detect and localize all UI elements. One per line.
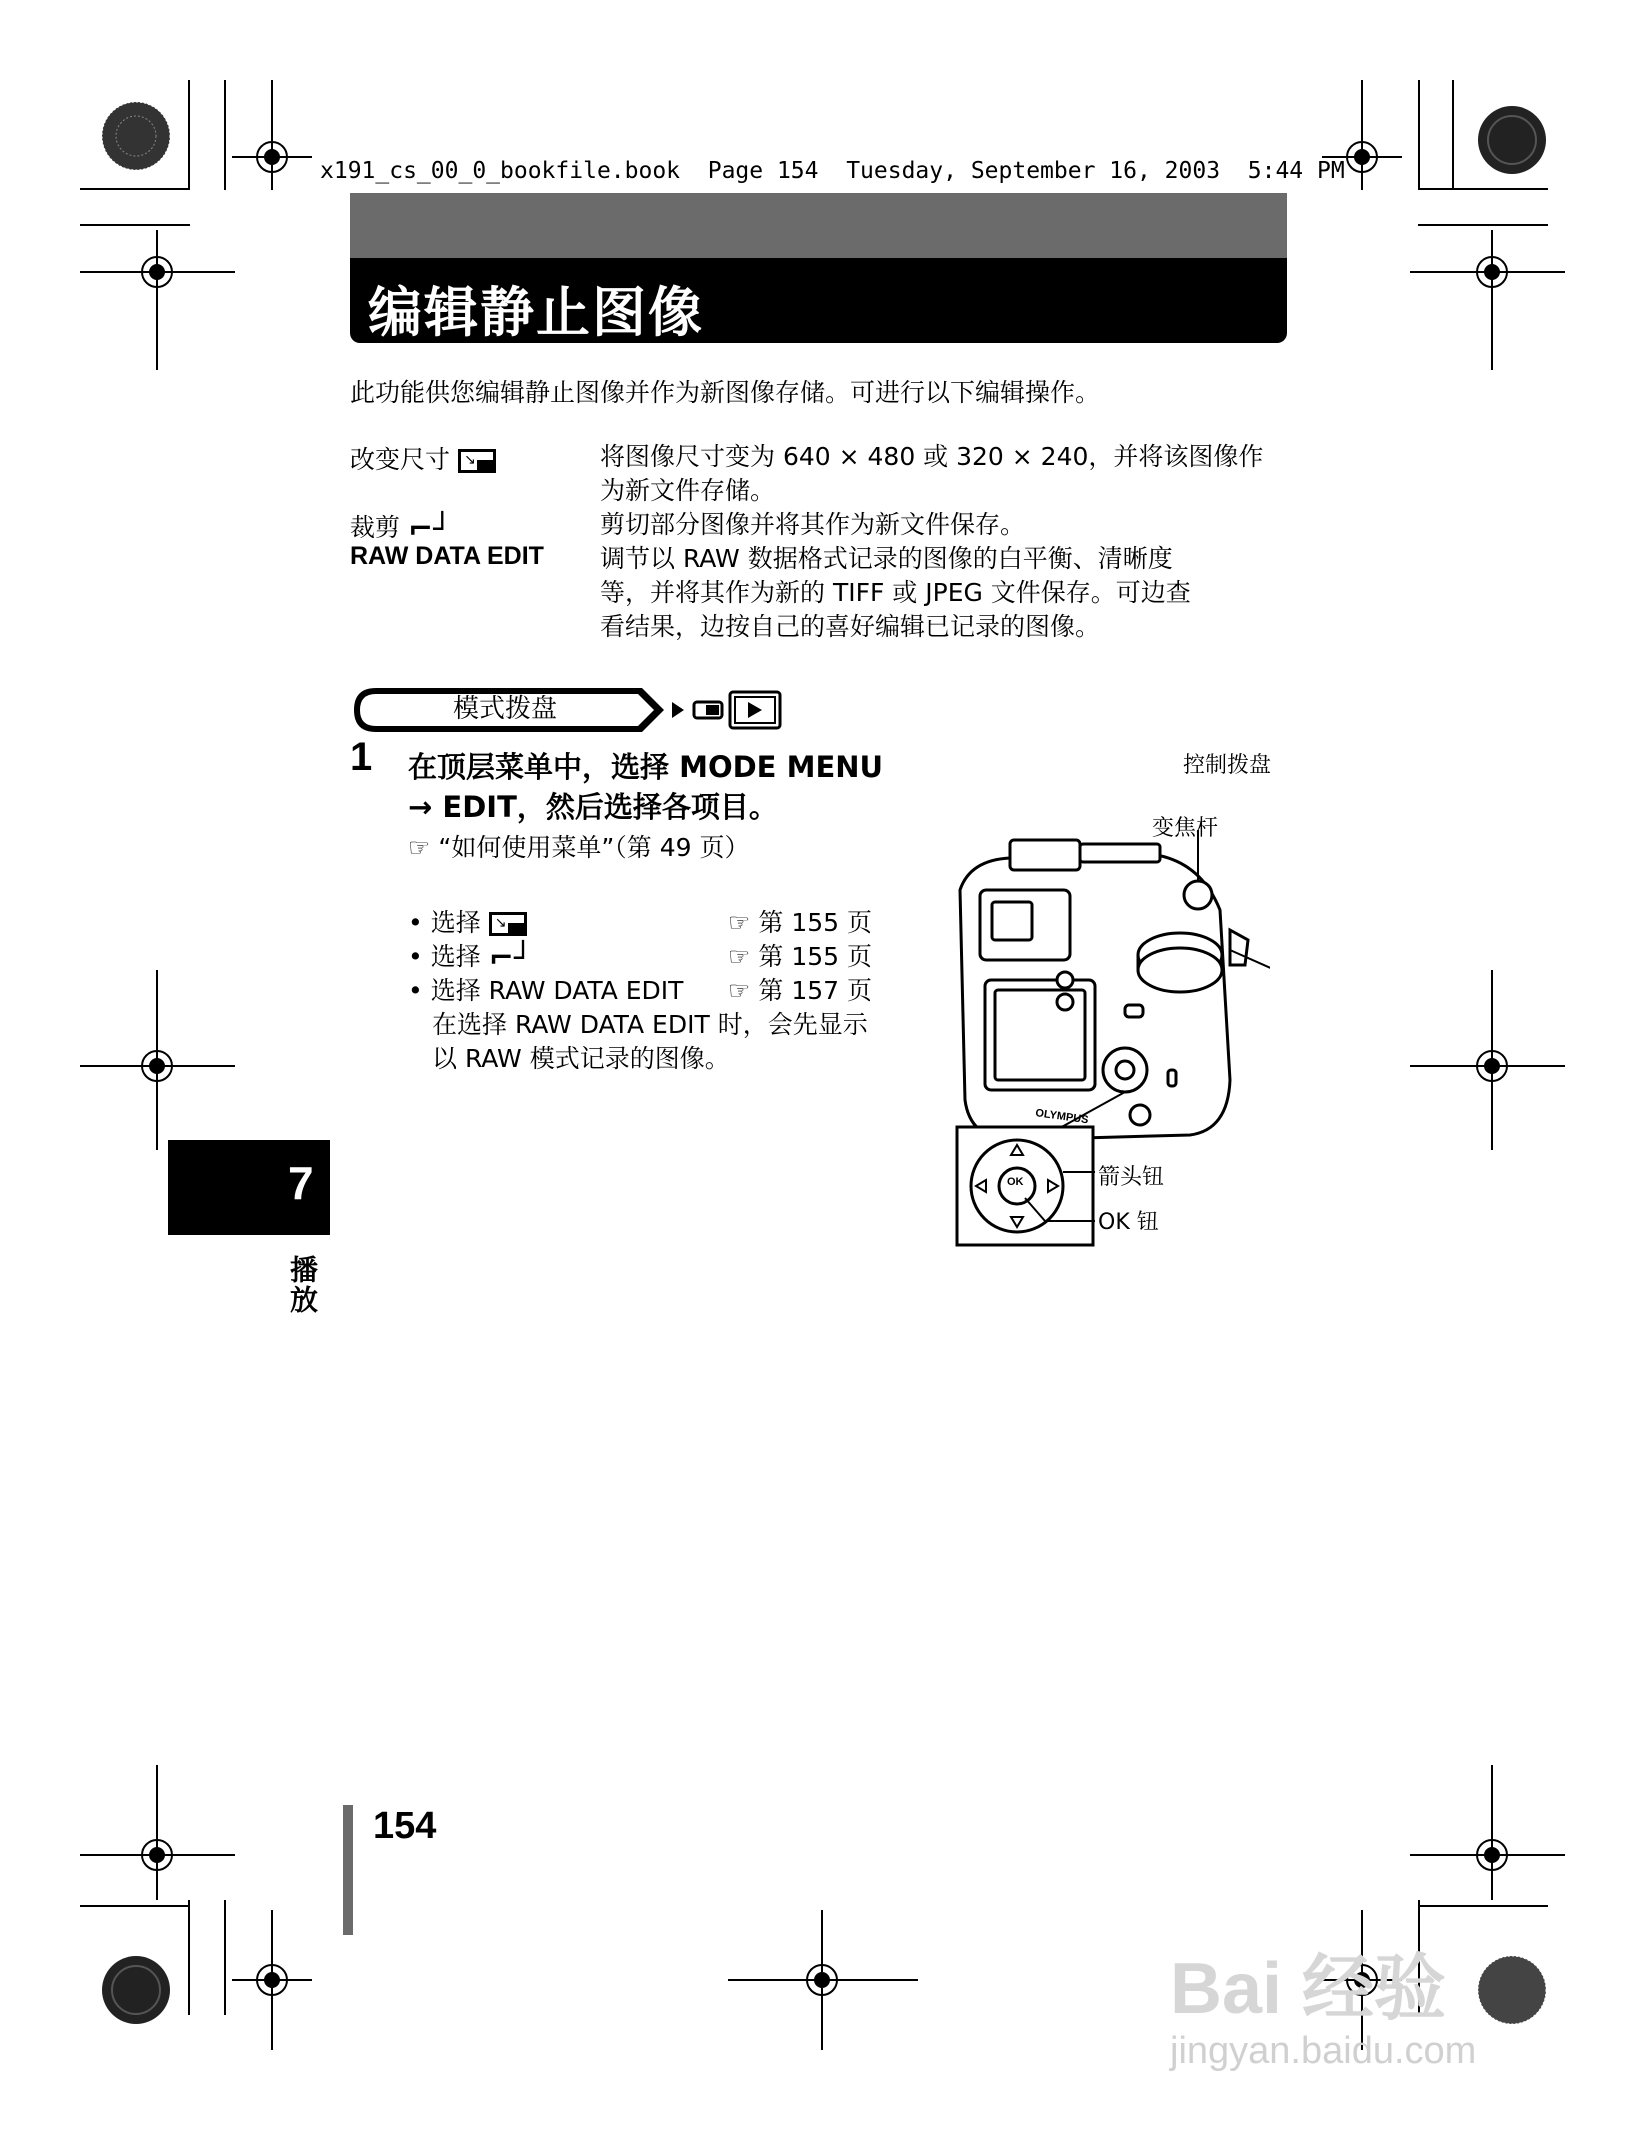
- target-mark: [232, 1910, 312, 2050]
- page-title: 编辑静止图像: [368, 281, 704, 344]
- target-mark: [80, 970, 235, 1150]
- target-mark: [1410, 230, 1565, 370]
- bullet-raw: • 选择 RAW DATA EDIT: [408, 976, 684, 1005]
- page-number-bar: [343, 1805, 353, 1935]
- title-band: [350, 193, 1287, 258]
- feature-desc-resize: 将图像尺寸变为 640 × 480 或 320 × 240，并将该图像作 为新文件存储。: [600, 442, 1264, 505]
- reference-hand-icon: ☞: [728, 908, 751, 937]
- page-number: 154: [373, 1805, 437, 1847]
- bullet-crop: • 选择 ⌐┘: [408, 941, 532, 976]
- resize-icon: ↘: [458, 449, 496, 473]
- color-disc-top-left: [102, 102, 170, 170]
- zoom-lever-label: 变焦杆: [1152, 816, 1219, 841]
- crop-icon: ⌐┘: [408, 512, 452, 547]
- mode-dial-label: 模式拨盘: [452, 694, 557, 724]
- menu-reference: ☞ “如何使用菜单”（第 49 页）: [408, 833, 750, 862]
- step-number: 1: [350, 735, 373, 779]
- watermark-url: jingyan.baidu.com: [1170, 2030, 1477, 2072]
- chapter-number: 7: [288, 1157, 314, 1209]
- chapter-label: 播放: [286, 1255, 319, 1315]
- step-line-1: 在顶层菜单中，选择 MODE MENU: [408, 750, 884, 784]
- watermark-logo: Bai 经验: [1170, 1949, 1447, 2029]
- control-dial-label: 控制拨盘: [1183, 753, 1272, 778]
- intro-text: 此功能供您编辑静止图像并作为新图像存储。可进行以下编辑操作。: [350, 378, 1101, 407]
- arrow-pad-detail: [955, 1125, 1095, 1247]
- svg-text:OK: OK: [1007, 1176, 1024, 1188]
- color-disc-bottom-right: [1478, 1956, 1546, 2024]
- feature-desc-raw: 调节以 RAW 数据格式记录的图像的白平衡、清晰度 等，并将其作为新的 TIFF 或 JPEG 文件保存。可边查 看结果，边按自己的喜好编辑已记录的图像。: [600, 544, 1191, 641]
- arrow-button-label: 箭头钮: [1098, 1165, 1165, 1190]
- resize-icon: ↘: [489, 912, 527, 936]
- target-mark: [80, 1765, 235, 1900]
- bullet-crop-ref: ☞ 第 155 页: [728, 942, 872, 971]
- target-mark: [1410, 970, 1565, 1150]
- step-line-2: → EDIT，然后选择各项目。: [408, 790, 778, 824]
- raw-note-line-1: 在选择 RAW DATA EDIT 时，会先显示: [432, 1010, 868, 1039]
- file-header-line: x191_cs_00_0_bookfile.book Page 154 Tuesday, September 16, 2003 5:44 PM: [320, 158, 1345, 184]
- target-mark: [80, 230, 235, 370]
- raw-note-line-2: 以 RAW 模式记录的图像。: [432, 1044, 730, 1073]
- feature-desc-crop: 剪切部分图像并将其作为新文件保存。: [600, 510, 1026, 539]
- target-mark: [728, 1910, 918, 2050]
- reference-hand-icon: ☞: [728, 942, 751, 971]
- bullet-raw-ref: ☞ 第 157 页: [728, 976, 872, 1005]
- feature-term-raw: RAW DATA EDIT: [350, 542, 544, 570]
- target-mark: [1410, 1765, 1565, 1900]
- target-mark: [232, 80, 312, 190]
- color-disc-top-right: [1478, 106, 1546, 174]
- color-disc-bottom-left: [102, 1956, 170, 2024]
- feature-term-resize: 改变尺寸 ↘: [350, 440, 496, 476]
- bullet-resize-ref: ☞ 第 155 页: [728, 908, 872, 937]
- crop-icon: ⌐┘: [488, 941, 532, 976]
- camera-brand: OLYMPUS: [1034, 1107, 1090, 1127]
- bullet-resize: • 选择 ↘: [408, 903, 527, 939]
- reference-hand-icon: ☞: [408, 833, 431, 862]
- ok-button-label: OK 钮: [1098, 1210, 1159, 1235]
- reference-hand-icon: ☞: [728, 976, 751, 1005]
- feature-term-crop: 裁剪 ⌐┘: [350, 512, 452, 547]
